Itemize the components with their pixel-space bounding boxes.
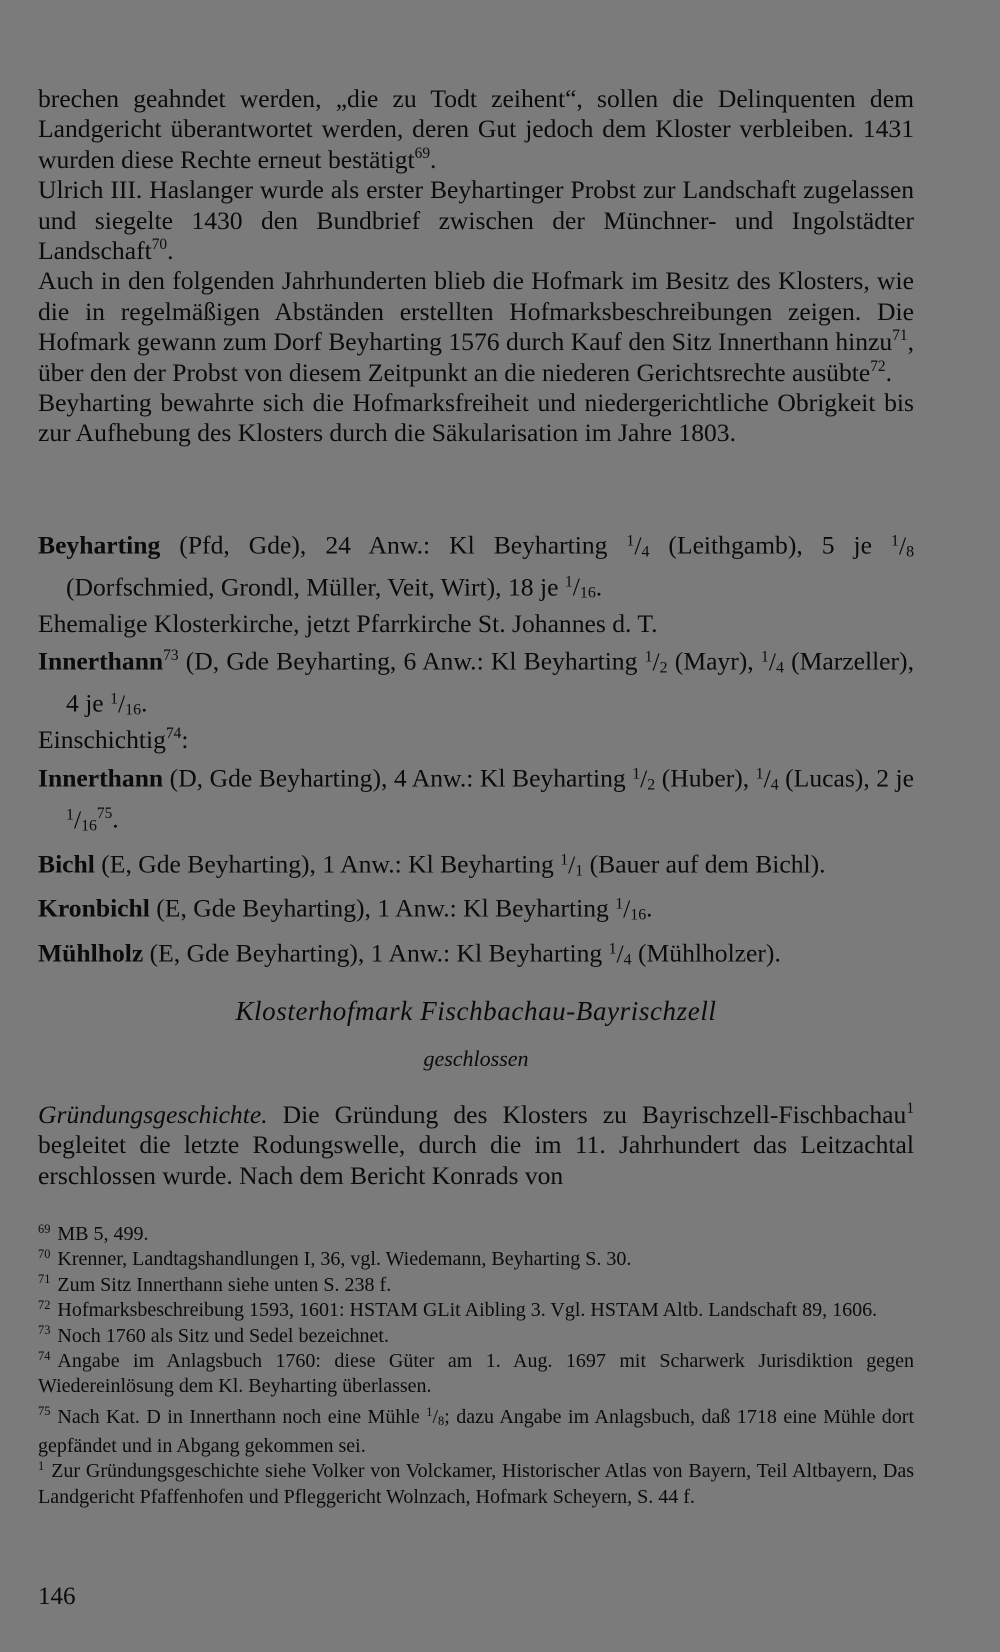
place-entry: Kronbichl (E, Gde Beyharting), 1 Anw.: Kl Beyharting $^1$/16.: [38, 894, 653, 924]
fraction: $^1$/2: [632, 763, 656, 793]
footnote: $^{73}$ Noch 1760 als Sitz und Sedel bezeichnet.: [38, 1323, 389, 1347]
place-entry: Innerthann (D, Gde Beyharting), 4 Anw.: Kl Beyharting $^1$/2 (Huber), $^1$/4 (Lucas), 2 je $^1/16^{75}$.: [38, 763, 914, 835]
footnote-mark: 1: [38, 1458, 45, 1473]
place-name: Mühlholz: [38, 938, 144, 968]
intro-lead: Gründungsgeschichte.: [38, 1100, 268, 1129]
footnote-ref[interactable]: 1: [906, 1100, 914, 1118]
footnote-ref[interactable]: 72: [870, 357, 886, 375]
paragraph: brechen geahndet werden, „die zu Todt zeihent“, sollen die Delinquenten dem Landgericht überantwortet werden, deren Gut jedoch dem Kloster verbleiben. 1431 wurden diese Rechte erneut bestätigt$^{69}$.: [38, 84, 914, 174]
footnotes: [38, 1222, 914, 1510]
fraction: $^1$/16: [66, 805, 97, 835]
section-heading: Klosterhofmark Fischbachau-Bayrischzell: [235, 996, 717, 1026]
footnote-ref[interactable]: 74: [165, 725, 182, 743]
intro-paragraph: Gründungsgeschichte. Die Gründung des Klosters zu Bayrischzell-Fischbachau$^1$ begleitet die letzte Rodungswelle, durch die im 11. Jahrhundert das Leitzachtal erschlossen wurde. Nach dem Bericht Konrads von: [38, 1100, 914, 1190]
footnote: $^{71}$ Zum Sitz Innerthann siehe unten S. 238 f.: [38, 1272, 392, 1296]
body-text: [38, 84, 914, 449]
footnote-mark: 73: [38, 1323, 51, 1338]
fraction: $^1$/4: [626, 530, 650, 561]
footnote-mark: 71: [38, 1272, 51, 1287]
place-name: Innerthann: [38, 647, 164, 677]
footnote-mark: 72: [38, 1297, 51, 1312]
footnote-ref[interactable]: 73: [163, 647, 179, 665]
footnote: $^{70}$ Krenner, Landtagshandlungen I, 36, vgl. Wiedemann, Beyharting S. 30.: [38, 1246, 632, 1271]
entry-note: Ehemalige Klosterkirche, jetzt Pfarrkirche St. Johannes d. T.: [38, 609, 658, 638]
footnote: $^{69}$ MB 5, 499.: [38, 1221, 149, 1245]
entry-note: Einschichtig$^{74}$:: [38, 725, 189, 755]
place-name: Innerthann: [38, 763, 164, 793]
fraction: $^1$/16: [564, 572, 596, 602]
footnote-ref[interactable]: 69: [414, 144, 431, 162]
fraction: $^1$/8: [426, 1404, 445, 1428]
footnote-ref[interactable]: 70: [151, 236, 168, 254]
place-entry: Innerthann$^{73}$ (D, Gde Beyharting, 6 Anw.: Kl Beyharting $^1$/2 (Mayr), $^1$/4 (Marzeller), 4 je $^1$/16. Einschichtig$^{74}$:: [38, 647, 914, 755]
fraction: $^1$/4: [755, 763, 779, 793]
footnote: $^1$ Zur Gründungsgeschichte siehe Volker von Volckamer, Historischer Atlas von Bayern, Teil Altbayern, Das Landgericht Pfaffenhofen und Pfleggericht Wolnzach, Hofmark Scheyern, S. 44 f.: [38, 1458, 914, 1508]
footnote-mark: 74: [38, 1348, 51, 1363]
footnote: $^{74}$ Angabe im Anlagsbuch 1760: diese Güter am 1. Aug. 1697 mit Scharwerk Jurisdiktion gegen Wiedereinlösung dem Kl. Beyharting überlassen.: [38, 1348, 914, 1398]
fraction: $^1$/8: [891, 530, 914, 561]
footnote-mark: 69: [38, 1221, 51, 1236]
place-entry: Bichl (E, Gde Beyharting), 1 Anw.: Kl Beyharting $^1$/1 (Bauer auf dem Bichl).: [38, 849, 826, 879]
fraction: $^1$/2: [644, 647, 668, 677]
place-name: Beyharting: [38, 530, 161, 560]
footnote-mark: 70: [38, 1246, 51, 1261]
footnote: $^{75}$ Nach Kat. D in Innerthann noch eine Mühle $^1$/8; dazu Angabe im Anlagsbuch, daß 1718 eine Mühle dort gepfändet und in Abgang gekommen sei.: [38, 1404, 915, 1457]
section-subheading: geschlossen: [423, 1046, 529, 1071]
place-entries: [38, 526, 914, 978]
fraction: $^1$/16: [615, 894, 647, 924]
place-entry: Beyharting (Pfd, Gde), 24 Anw.: Kl Beyharting $^1$/4 (Leithgamb), 5 je $^1$/8 (Dorfschmied, Grondl, Müller, Veit, Wirt), 18 je $^1$/16. Ehemalige Klosterkirche, jetzt Pfarrkirche St. Johannes d. T.: [38, 530, 914, 638]
place-entry: Mühlholz (E, Gde Beyharting), 1 Anw.: Kl Beyharting $^1$/4 (Mühlholzer).: [38, 938, 781, 968]
fraction: $^1$/16: [110, 688, 141, 718]
footnote-ref[interactable]: 75: [96, 805, 113, 823]
page-number: 146: [38, 1583, 76, 1610]
footnote-mark: 75: [38, 1404, 51, 1419]
place-name: Kronbichl: [38, 894, 150, 924]
place-name: Bichl: [38, 849, 95, 879]
footnote-ref[interactable]: 71: [892, 327, 908, 345]
paragraph: Auch in den folgenden Jahrhunderten blieb die Hofmark im Besitz des Klosters, wie die in regelmäßigen Abständen erstellten Hofmarksbeschreibungen zeigen. Die Hofmark gewann zum Dorf Beyharting 1576 durch Kauf den Sitz Innerthann hinzu$^{71}$, über den der Probst von diesem Zeitpunkt an die niederen Gerichtsrechte ausübte$^{72}$.: [38, 266, 914, 387]
paragraph: Ulrich III. Haslanger wurde als erster Beyhartinger Probst zur Landschaft zugelassen und siegelte 1430 den Bundbrief zwischen der Münchner- und Ingolstädter Landschaft$^{70}$.: [38, 175, 914, 266]
paragraph: Beyharting bewahrte sich die Hofmarksfreiheit und niedergerichtliche Obrigkeit bis zur Aufhebung des Klosters durch die Säkularisation im Jahre 1803.: [38, 388, 914, 448]
fraction: $^1$/4: [608, 938, 632, 968]
fraction: $^1$/1: [560, 849, 584, 879]
footnote: $^{72}$ Hofmarksbeschreibung 1593, 1601: HSTAM GLit Aibling 3. Vgl. HSTAM Altb. Landschaft 89, 1606.: [38, 1297, 878, 1322]
fraction: $^1$/4: [760, 647, 784, 677]
